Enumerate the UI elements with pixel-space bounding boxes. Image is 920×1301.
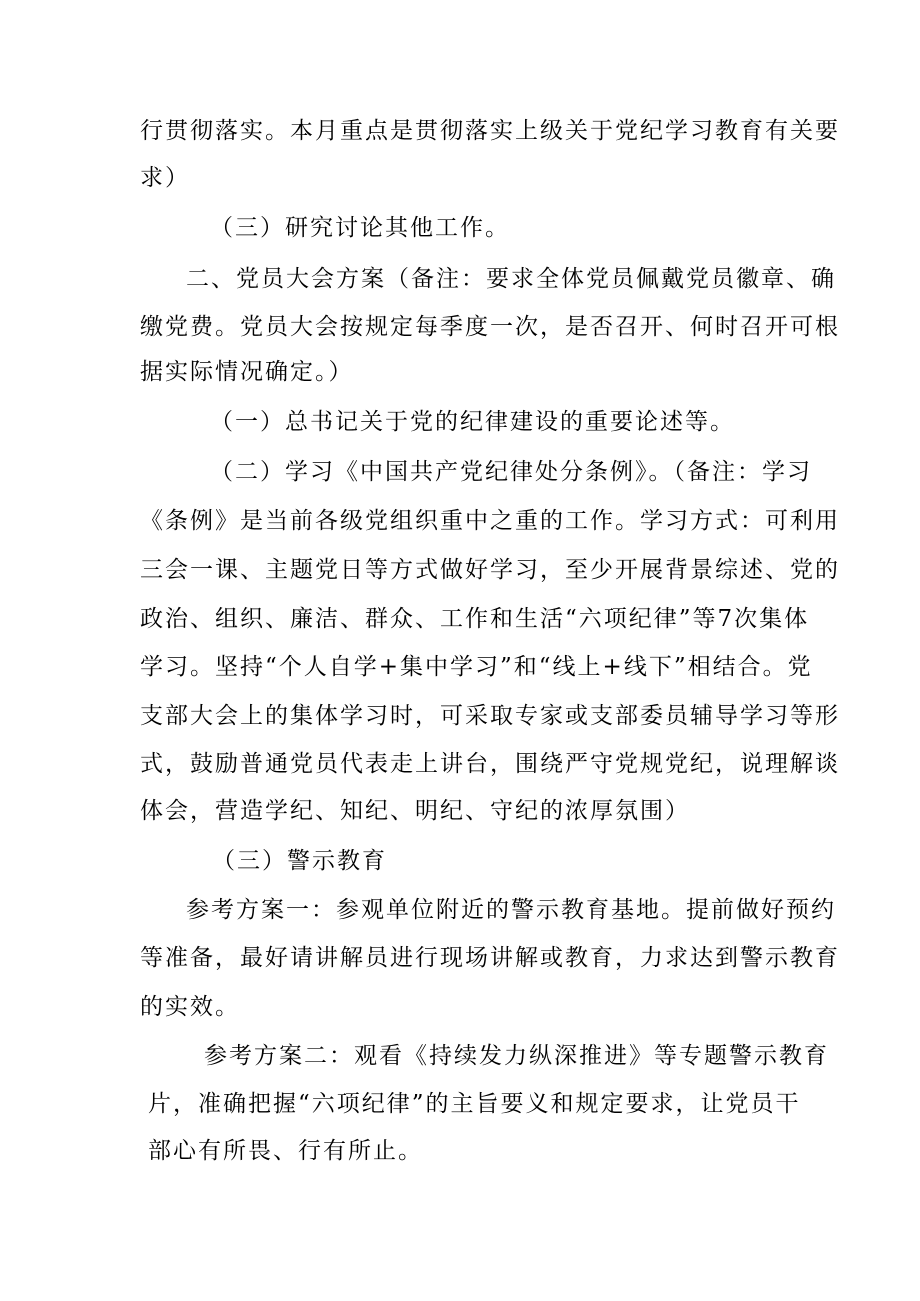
text-line-1: 行贯彻落实。本月重点是贯彻落实上级关于党纪学习教育有关要 <box>140 118 840 144</box>
text-line-12: 学习。坚持“个人自学+集中学习”和“线上+线下”相结合。党 <box>140 654 813 680</box>
text-line-13: 支部大会上的集体学习时，可采取专家或支部委员辅导学习等形 <box>140 703 840 729</box>
text-line-2: 求） <box>140 165 190 191</box>
text-line-20: 参考方案二：观看《持续发力纵深推进》等专题警示教育 <box>204 1043 829 1069</box>
text-line-14: 式，鼓励普通党员代表走上讲台，围绕严守党规党纪，说理解谈 <box>140 751 840 777</box>
text-line-6: 据实际情况确定。） <box>140 359 354 385</box>
text-line-9: 《条例》是当前各级党组织重中之重的工作。学习方式：可利用 <box>140 508 840 534</box>
text-line-8: （二）学习《中国共产党纪律处分条例》。（备注：学习 <box>210 459 812 485</box>
text-line-3: （三）研究讨论其他工作。 <box>210 215 510 241</box>
text-line-16: （三）警示教育 <box>212 848 387 874</box>
text-line-5: 缴党费。党员大会按规定每季度一次，是否召开、何时召开可根 <box>140 314 840 340</box>
text-line-19: 的实效。 <box>140 994 240 1020</box>
text-line-11: 政治、组织、廉洁、群众、工作和生活“六项纪律”等7次集体 <box>140 606 810 632</box>
text-line-4: 二、党员大会方案（备注：要求全体党员佩戴党员徽章、确 <box>186 266 836 292</box>
text-line-21: 片，准确把握“六项纪律”的主旨要义和规定要求，让党员干 <box>148 1091 801 1117</box>
text-line-22: 部心有所畏、行有所止。 <box>148 1138 423 1164</box>
text-line-15: 体会，营造学纪、知纪、明纪、守纪的浓厚氛围） <box>140 798 690 824</box>
text-line-17: 参考方案一：参观单位附近的警示教育基地。提前做好预约 <box>186 897 836 923</box>
text-line-18: 等准备，最好请讲解员进行现场讲解或教育，力求达到警示教育 <box>140 945 840 971</box>
text-line-10: 三会一课、主题党日等方式做好学习，至少开展背景综述、党的 <box>140 557 840 583</box>
text-line-7: （一）总书记关于党的纪律建设的重要论述等。 <box>210 409 735 435</box>
